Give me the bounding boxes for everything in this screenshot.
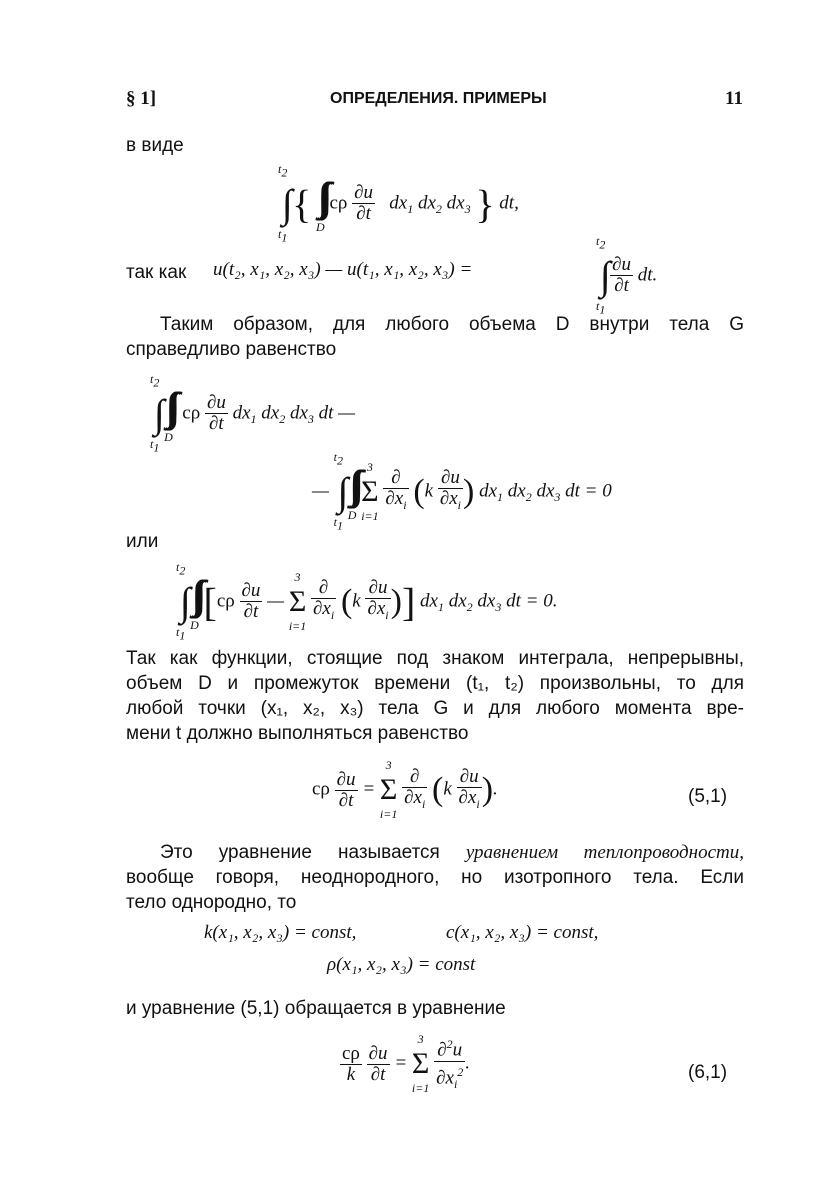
paragraph-1-line-1: Таким образом, для любого объема D внутри тела G xyxy=(160,314,744,335)
page-number: 11 xyxy=(725,88,743,109)
paragraph-2-line-3: любой точки (x₁, x₂, x₃) тела G и для любого момента вре- xyxy=(126,698,744,719)
paragraph-4-line-1: и уравнение (5,1) обращается в уравнение xyxy=(126,998,506,1019)
paragraph-2-line-4: мени t должно выполняться равенство xyxy=(126,723,469,744)
text-ili: или xyxy=(126,531,159,552)
paragraph-3-line-3: тело однородно, то xyxy=(126,892,297,913)
text-tak-kak: так как xyxy=(126,262,187,283)
equation-2-rhs: $t_2$ ∫ $t_1$ $\frac{\partial u}{\partial t}$ dt. xyxy=(596,234,658,317)
equation-2-lhs: u(t₂, x₁, x₂, x₃) — u(t₁, x₁, x₂, x₃) = xyxy=(213,259,473,280)
equation-4: $t_2$ ∫ $t_1$ ∫∫∫ D [cρ $\frac{\partial u}{\partial t}$ — 3 Σ i=1 $\frac{\partial}{\partial x_i}$ (k $\frac{\partial u}{\partial x_i}$ )] $dx_1$ $dx_2$ $dx_3$ dt = 0. xyxy=(176,560,558,643)
equation-const-rho: ρ(x₁, x₂, x₃) = const xyxy=(327,954,476,975)
section-mark: § 1] xyxy=(126,88,157,109)
equation-6-number: (6,1) xyxy=(688,1062,728,1083)
equation-3-line-1: $t_2$ ∫ $t_1$ ∫∫∫ D cρ $\frac{\partial u}{\partial t}$ $dx_1$ $dx_2$ $dx_3$ dt — xyxy=(150,372,356,455)
equation-6: $\frac{c\rho}{k}$ $\frac{\partial u}{\partial t}$ = 3 Σ i=1 $\frac{\partial^2u}{\partial x_i^2}$ . xyxy=(342,1032,471,1095)
equation-5-number: (5,1) xyxy=(688,786,728,807)
equation-1: $t_2$ ∫ $t_1$ { ∫∫∫ D cρ $\frac{\partial u}{\partial t}$ $dx_1$ $dx_2$ $dx_3$ } dt, xyxy=(278,162,519,245)
equation-const-k: k(x₁, x₂, x₃) = const, xyxy=(204,922,357,943)
equation-const-c: c(x₁, x₂, x₃) = const, xyxy=(446,922,599,943)
paragraph-3-start: Это уравнение называется xyxy=(160,842,466,863)
paragraph-3-line-2: вообще говоря, неоднородного, но изотропного тела. Если xyxy=(126,867,744,888)
paragraph-2-line-1: Так как функции, стоящие под знаком интеграла, непрерывны, xyxy=(126,648,744,669)
equation-3-line-2: — $t_2$ ∫ $t_1$ ∫∫∫ D 3 Σ i=1 $\frac{\partial}{\partial x_i}$ (k $\frac{\partial u}{\partial x_i}$ ) $dx_1$ $dx_2$ $dx_3$ dt = 0 xyxy=(312,450,612,533)
running-title: ОПРЕДЕЛЕНИЯ. ПРИМЕРЫ xyxy=(330,90,547,107)
equation-5: cρ $\frac{\partial u}{\partial t}$ = 3 Σ i=1 $\frac{\partial}{\partial x_i}$ (k $\frac{\partial u}{\partial x_i}$ ). xyxy=(312,758,498,821)
paragraph-2-line-2: объем D и промежуток времени (t₁, t₂) произвольны, то для xyxy=(126,673,744,694)
paragraph-3-emphasis: уравнением теплопроводности, xyxy=(465,842,744,863)
text-v-vide: в виде xyxy=(126,135,184,156)
paragraph-1-line-2: справедливо равенство xyxy=(126,339,337,360)
paragraph-3-line-1 xyxy=(126,841,744,865)
